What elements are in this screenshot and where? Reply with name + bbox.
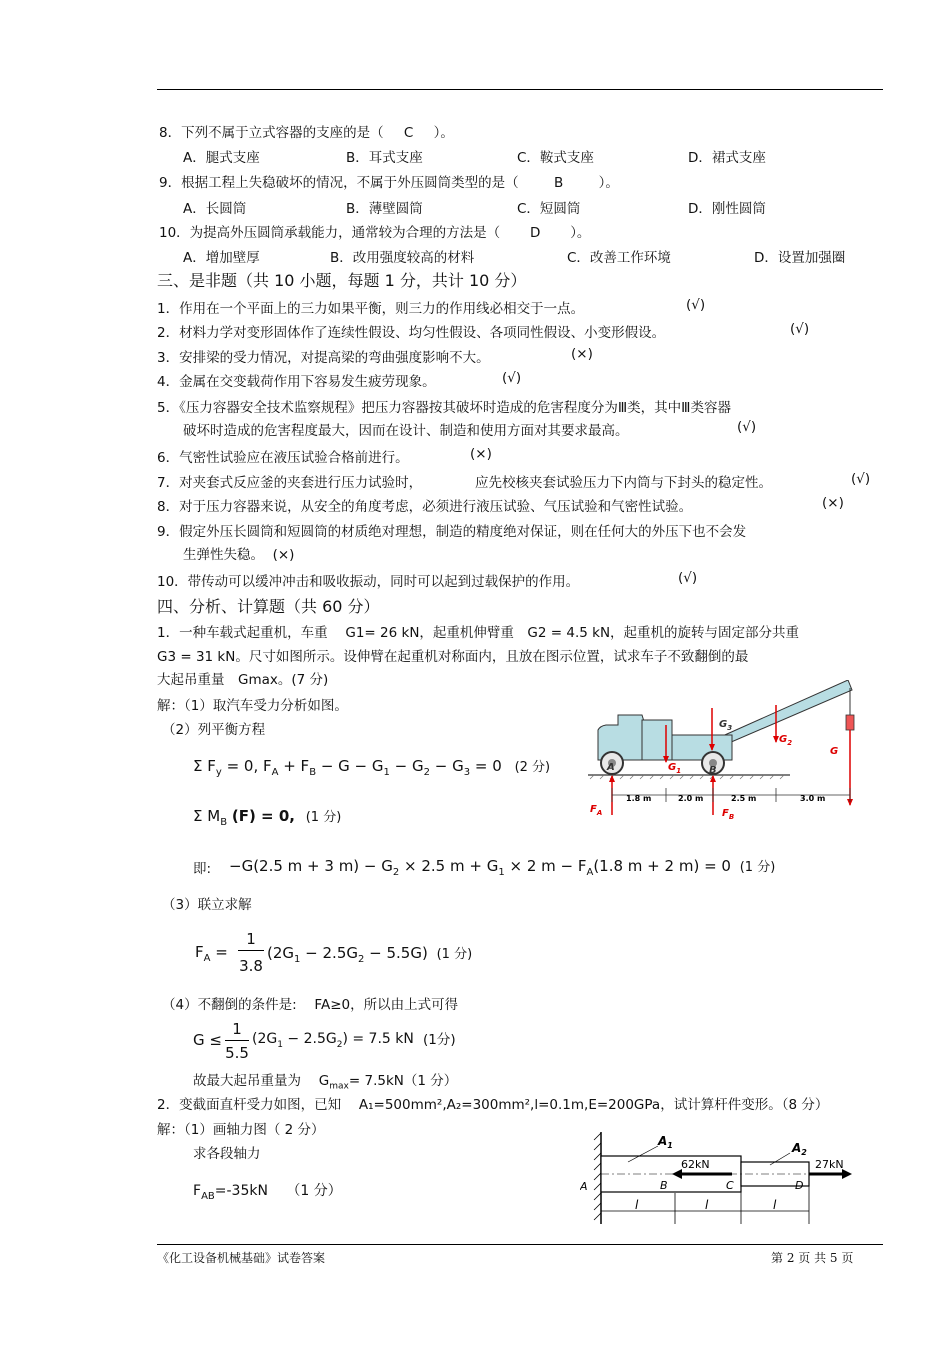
- tf-item-4: 4．金属在交变载荷作用下容易发生疲劳现象。: [157, 374, 436, 390]
- q10-option-d: D．设置加强圈: [754, 250, 846, 266]
- q8-option-b: B．耳式支座: [346, 150, 423, 166]
- p2-sol2: 求各段轴力: [193, 1146, 261, 1162]
- label-62kn: 62kN: [681, 1158, 710, 1171]
- q10-option-a: A．增加壁厚: [183, 250, 260, 266]
- q9-option-c: C．短圆筒: [517, 201, 581, 217]
- q8-option-d: D．裙式支座: [688, 150, 766, 166]
- g-lhs: G ≤: [193, 1031, 222, 1049]
- label-a2: $A_2$: [792, 1141, 807, 1157]
- tf-mark-9: (×): [272, 547, 295, 563]
- tf-item-5: 5．《压力容器安全技术监察规程》把压力容器按其破坏时造成的危害程度分为Ⅲ类，其中Ⅲ类容器: [157, 400, 731, 416]
- g-rhs: $(2G_1 - 2.5G_2) = 7.5$ kN: [252, 1031, 414, 1050]
- label-point-c: C: [726, 1179, 734, 1192]
- label-27kn: 27kN: [815, 1158, 844, 1171]
- crane-truck-figure: [580, 680, 865, 825]
- tf-item-1: 1．作用在一个平面上的三力如果平衡，则三力的作用线必相交于一点。: [157, 301, 585, 317]
- label-a1: $A_1$: [658, 1134, 673, 1150]
- p1-line2: G3 = 31 kN。尺寸如图所示。设伸臂在起重机对称面内，且放在图示位置，试求车子不致翻倒的最: [157, 649, 749, 665]
- tf-item-2: 2．材料力学对变形固体作了连续性假设、均匀性假设、各项同性假设、小变形假设。: [157, 325, 666, 341]
- truck-bed: [672, 735, 732, 760]
- q8-option-c: C．鞍式支座: [517, 150, 594, 166]
- tf-mark-7: (√): [851, 471, 871, 487]
- label-point-b: B: [660, 1179, 668, 1192]
- tf-mark-2: (√): [790, 321, 810, 337]
- p1-line1: 1．一种车载式起重机，车重 G1= 26 kN，起重机伸臂重 G2 = 4.5 kN，起重机的旋转与固定部分共重: [157, 625, 800, 641]
- q9-stem: 9．根据工程上失稳破坏的情况，不属于外压圆筒类型的是（ B ）。: [159, 175, 619, 191]
- dim-3-0: 3.0 m: [800, 794, 826, 803]
- tf-mark-5: (√): [737, 419, 757, 435]
- fa-lhs: $F_A$ =: [195, 943, 228, 964]
- tf-item-5-cont: 破坏时造成的危害程度最大，因而在设计、制造和使用方面对其要求最高。: [183, 423, 629, 439]
- tf-item-8: 8．对于压力容器来说，从安全的角度考虑，必须进行液压试验、气压试验和气密性试验。: [157, 499, 693, 515]
- tf-item-6: 6．气密性试验应在液压试验合格前进行。: [157, 450, 409, 466]
- p1-sol3: （3）联立求解: [162, 897, 252, 913]
- tf-item-7: 7．对夹套式反应釜的夹套进行压力试验时，: [157, 475, 423, 491]
- tf-item-10: 10．带传动可以缓冲冲击和吸收振动，同时可以起到过载保护的作用。: [157, 574, 580, 590]
- label-g: G: [830, 746, 839, 757]
- equation-moment: −G(2.5 m + 3 $m) - G_2 \times 2.5$ $m + G_1 \times 2$ $m - F_A(1.8$ m + 2 m) = 0 (1 分): [229, 857, 776, 878]
- stepped-bar-figure: [580, 1128, 860, 1228]
- tf-mark-3: (×): [571, 346, 593, 362]
- dim-1-8: 1.8 m: [626, 794, 652, 803]
- fa-rhs: $(2G_1 - 2.5G_2 - 5.5G)$ (1 分): [267, 944, 473, 965]
- footer-title: 《化工设备机械基础》试卷答案: [157, 1251, 326, 1265]
- q9-option-b: B．薄壁圆筒: [346, 201, 423, 217]
- footer-rule: [157, 1244, 883, 1245]
- p2-fab: $F_{AB}=-35kN$ （1 分）: [193, 1183, 342, 1202]
- tf-mark-8: (×): [822, 495, 844, 511]
- calc-heading: 四、分析、计算题（共 60 分）: [157, 597, 380, 616]
- tf-item-3: 3．安排梁的受力情况，对提高梁的弯曲强度影响不大。: [157, 350, 490, 366]
- q10-stem: 10．为提高外压圆筒承载能力，通常较为合理的方法是（ D ）。: [159, 225, 591, 241]
- fa-frac-den: 3.8: [239, 957, 263, 975]
- q8-option-a: A．腿式支座: [183, 150, 260, 166]
- tf-item-7-cont: 应先校核夹套试验压力下内筒与下封头的稳定性。: [475, 475, 772, 491]
- g-frac-bar: [225, 1040, 249, 1041]
- label-g1: $G_1$: [668, 762, 682, 775]
- label-g3: $G_3$: [719, 719, 733, 732]
- equation-sum-fy: Σ $F_y = 0$, $F_A + F_B - G - G_1 - G_2 - G_3 = 0$ (2 分): [193, 757, 551, 778]
- tf-mark-4: (√): [502, 370, 522, 386]
- dim-2-0: 2.0 m: [678, 794, 704, 803]
- p1-sol1: 解：（1）取汽车受力分析如图。: [157, 698, 348, 714]
- tf-item-9-cont: 生弹性失稳。 (×): [183, 547, 295, 563]
- p1-sol4: （4）不翻倒的条件是: FA≥0，所以由上式可得: [162, 997, 459, 1013]
- label-fa: $F_A$: [590, 804, 603, 817]
- tf-mark-1: (√): [686, 297, 706, 313]
- label-l-2: l: [705, 1198, 709, 1212]
- footer-page-number: 第 2 页 共 5 页: [771, 1251, 854, 1265]
- tf-mark-10: (√): [678, 570, 698, 586]
- arrow-fa-head: [609, 775, 615, 782]
- p2-line1: 2．变截面直杆受力如图，已知 A₁=500mm²,A₂=300mm²,l=0.1m,E=200GPa，试计算杆件变形。（8 分）: [157, 1097, 829, 1113]
- fa-frac-bar: [238, 950, 264, 951]
- label-l-1: l: [635, 1198, 639, 1212]
- p1-final: 故最大起吊重量为 $G_{max}= 7.5kN(1$ 分）: [193, 1073, 458, 1092]
- p1-sol2: （2）列平衡方程: [162, 722, 266, 738]
- crane-hook: [846, 715, 854, 730]
- header-rule: [157, 89, 883, 90]
- tf-mark-6: (×): [470, 446, 492, 462]
- q9-option-a: A．长圆筒: [183, 201, 247, 217]
- dim-2-5: 2.5 m: [731, 794, 757, 803]
- label-l-3: l: [773, 1198, 777, 1212]
- q10-option-c: C．改善工作环境: [567, 250, 671, 266]
- label-point-d: D: [795, 1179, 804, 1192]
- q8-stem: 8．下列不属于立式容器的支座的是（ C ）。: [159, 125, 454, 141]
- label-point-a: A: [580, 1180, 588, 1193]
- tf-item-9: 9．假定外压长圆筒和短圆筒的材质绝对理想，制造的精度绝对保证，则在任何大的外压下也不会发: [157, 524, 747, 540]
- label-b: B: [709, 765, 717, 776]
- eq3-label: 即:: [193, 861, 212, 877]
- fa-frac-num: 1: [246, 930, 256, 948]
- equation-sum-mb: Σ $M_B$ (F) = 0, (1 分): [193, 807, 342, 828]
- label-a: A: [607, 762, 615, 773]
- q10-option-b: B．改用强度较高的材料: [330, 250, 475, 266]
- wall-hatch: [594, 1133, 601, 1220]
- g-score: (1分): [423, 1032, 456, 1048]
- label-g2: $G_2$: [779, 734, 793, 747]
- p2-sol1: 解：（1）画轴力图（ 2 分）: [157, 1122, 325, 1138]
- g-frac-num: 1: [232, 1020, 242, 1038]
- truck-body: [642, 720, 672, 760]
- tf-heading: 三、是非题（共 10 小题，每题 1 分，共计 10 分）: [157, 271, 527, 290]
- g-frac-den: 5.5: [225, 1044, 249, 1062]
- label-fb: $F_B$: [722, 808, 735, 821]
- q9-option-d: D．刚性圆筒: [688, 201, 766, 217]
- p1-line3: 大起吊重量 Gmax。(7 分): [157, 672, 329, 688]
